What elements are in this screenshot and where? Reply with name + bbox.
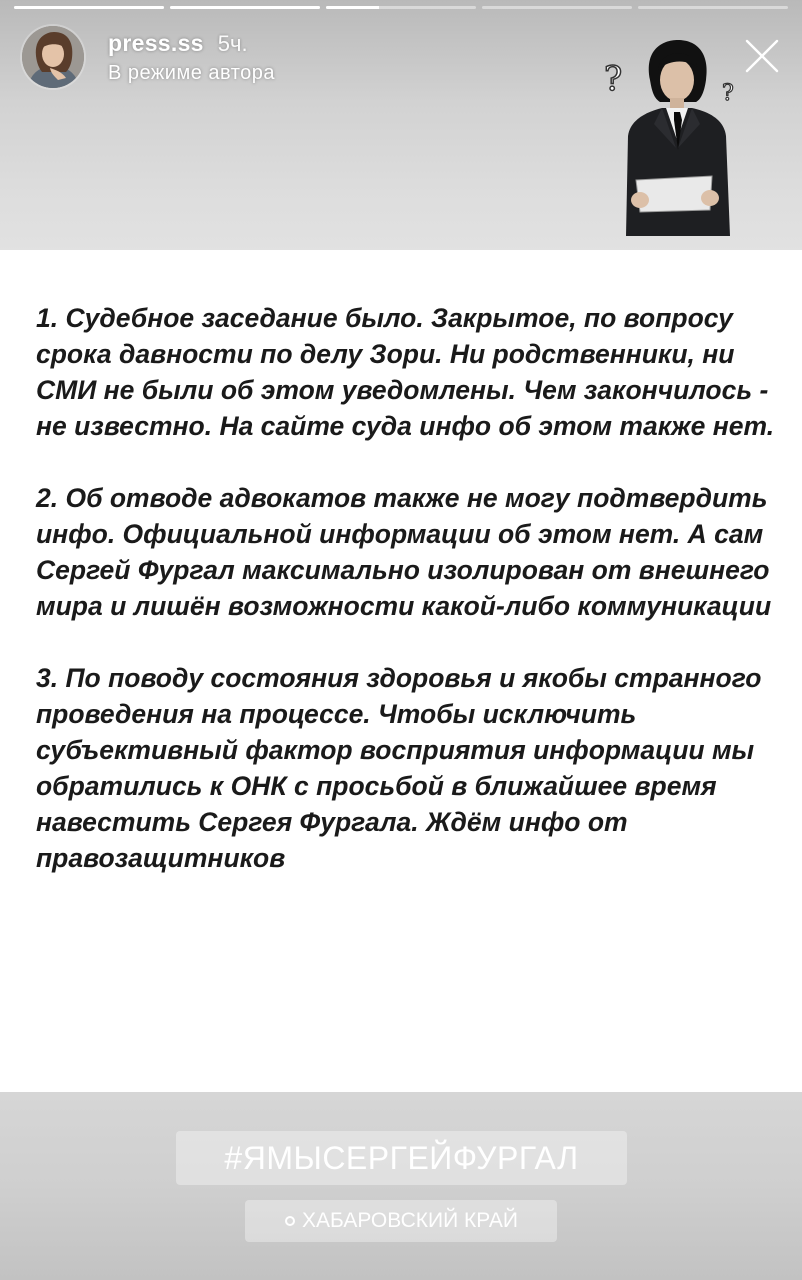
story-progress-bar: [14, 6, 788, 9]
story-progress-segment: [326, 6, 476, 9]
post-paragraph-3: 3. По поводу состояния здоровья и якобы странного проведения на процессе. Чтобы исключить субъективный фактор восприятия информации мы обратились к ОНК с просьбой в ближайшее время навестить Сергея Фургала. Ждём инфо от правозащитников: [36, 663, 762, 873]
location-sticker[interactable]: [245, 1200, 557, 1242]
location-label: ХАБАРОВСКИЙ КРАЙ: [302, 1209, 518, 1232]
question-mark-right: ?: [722, 81, 734, 106]
post-paragraph-2: 2. Об отводе адвокатов также не могу подтвердить инфо. Официальной информации об этом нет. А сам Сергей Фургал максимально изолирован от внешнего мира и лишён возможности какой-либо коммуникации: [36, 483, 772, 621]
question-mark-left: ?: [604, 59, 623, 99]
story-progress-segment: [638, 6, 788, 9]
author-mode-label: В режиме автора: [108, 62, 276, 84]
story-author-info: [108, 30, 275, 85]
hashtag-sticker[interactable]: #ЯМЫСЕРГЕЙФУРГАЛ: [176, 1131, 627, 1185]
post-paragraph-1: 1. Судебное заседание было. Закрытое, по вопросу срока давности по делу Зори. Ни родственники, ни СМИ не были об этом уведомлены. Чем закончилось - не известно. На сайте суда инфо об этом также нет.: [36, 303, 775, 441]
person-sticker[interactable]: [592, 40, 762, 236]
location-pin-icon: [284, 1215, 296, 1227]
post-text: [36, 300, 776, 912]
avatar[interactable]: [22, 26, 84, 88]
story-progress-segment: [14, 6, 164, 9]
post-time: 5ч.: [217, 31, 248, 56]
story-progress-segment: [170, 6, 320, 9]
story-background-bottom: [0, 1092, 802, 1280]
story-progress-segment: [482, 6, 632, 9]
username[interactable]: press.ss: [108, 30, 204, 56]
